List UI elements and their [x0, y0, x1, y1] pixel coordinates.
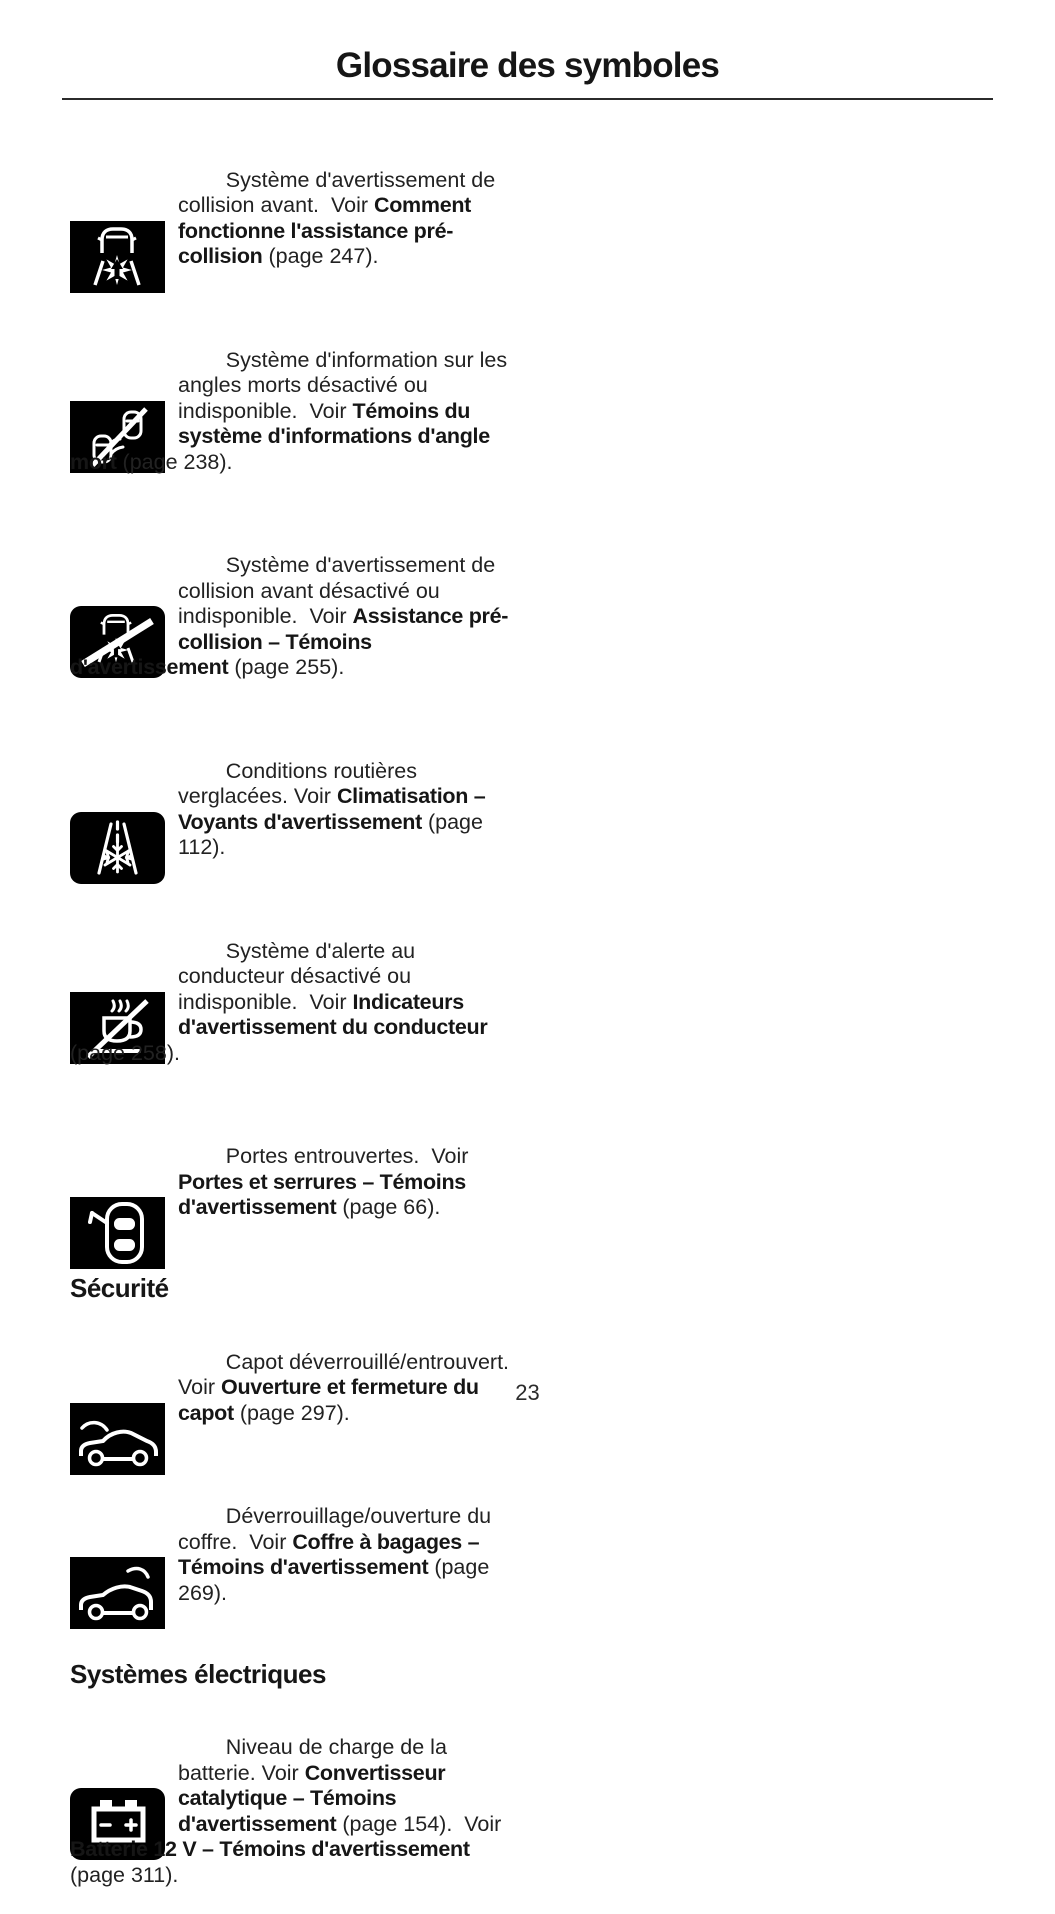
- title-divider: [62, 98, 993, 100]
- section-heading: Systèmes électriques: [70, 1658, 326, 1689]
- glossary-entry: [70, 1119, 522, 1247]
- entry-text: Système d'avertissement de collision avant désactivé ou indisponible. Voir Assistance pré-collision – Témoins d'avertissement (page 255).: [70, 553, 509, 679]
- entry-text: Niveau de charge de la batterie. Voir Convertisseur catalytique – Témoins d'avertissement (page 154). Voir Batterie 12 V – Témoins d'avertissement (page 311).: [70, 1735, 508, 1887]
- section-heading: Sécurité: [70, 1273, 169, 1303]
- section-electrical: [70, 1659, 522, 1914]
- section-security: [70, 1273, 522, 1632]
- glossary-entry: [70, 1479, 522, 1632]
- section-warnings: [70, 142, 522, 1246]
- entry-text: Portes entrouvertes. Voir Portes et serrures – Témoins d'avertissement (page 66).: [178, 1144, 475, 1219]
- entry-text: Système d'information sur les angles morts désactivé ou indisponible. Voir Témoins du système d'informations d'angle mort (page 238).: [70, 347, 514, 474]
- trunk-open-icon: [70, 1506, 165, 1578]
- glossary-entry: [70, 322, 522, 501]
- glossary-entry: [70, 733, 522, 886]
- glossary-entry: [70, 528, 522, 707]
- entry-text: Système d'alerte au conducteur désactivé ou indisponible. Voir Indicateurs d'avertissement du conducteur (page 258).: [70, 938, 494, 1065]
- glossary-entry: [70, 913, 522, 1092]
- pre-collision-warning-icon: [70, 170, 165, 242]
- glossary-entry: [70, 142, 522, 295]
- glossary-content: [62, 142, 522, 1914]
- page-title: Glossaire des symboles: [335, 46, 720, 85]
- pre-collision-off-icon: [70, 555, 165, 627]
- door-ajar-icon: [70, 1146, 165, 1218]
- entry-text: Conditions routières verglacées. Voir Climatisation – Voyants d'avertissement (page 112).: [178, 758, 492, 859]
- entry-text: Déverrouillage/ouverture du coffre. Voir Coffre à bagages – Témoins d'avertissement (page 269).: [178, 1504, 498, 1605]
- icy-road-icon: [70, 761, 165, 833]
- battery-icon: [70, 1737, 165, 1809]
- blind-spot-off-icon: [70, 350, 165, 422]
- entry-text: Capot déverrouillé/entrouvert. Voir Ouverture et fermeture du capot (page 297).: [178, 1349, 516, 1425]
- page-number: 23: [515, 1380, 540, 1405]
- glossary-entry: [70, 1710, 522, 1914]
- entry-text: Système d'avertissement de collision avant. Voir Comment fonctionne l'assistance pré-collision (page 247).: [178, 167, 502, 268]
- driver-alert-off-icon: [70, 941, 165, 1013]
